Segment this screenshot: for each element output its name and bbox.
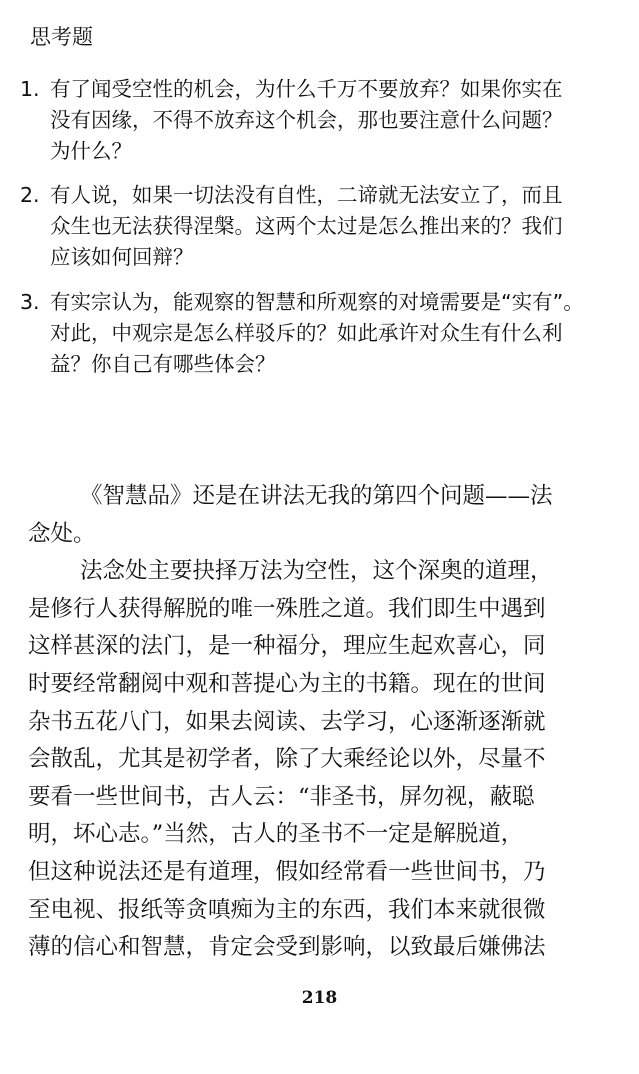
- question-item-3: [20, 287, 620, 380]
- body-line: 时要经常翻阅中观和菩提心为主的书籍。现在的世间: [28, 670, 546, 697]
- question-line: [20, 74, 620, 105]
- question-number: 3.: [20, 290, 40, 314]
- body-line: 这样甚深的法门，是一种福分，理应生起欢喜心，同: [28, 633, 546, 660]
- body-line: 但这种说法还是有道理，假如经常看一些世间书，乃: [28, 858, 546, 885]
- body-line: 要看一些世间书，古人云：“非圣书，屏勿视，蔽聪: [28, 783, 535, 810]
- question-line: [20, 180, 620, 211]
- body-line: 至电视、报纸等贪嗔痴为主的东西，我们本来就很微: [28, 896, 546, 923]
- question-item-1: [20, 74, 620, 167]
- body-line: 明，坏心志。”当然，古人的圣书不一定是解脱道，: [28, 821, 524, 848]
- body-text: [28, 478, 628, 967]
- page-number: 218: [301, 988, 338, 1008]
- body-line: 杂书五花八门，如果去阅读、去学习，心逐渐逐渐就: [28, 708, 546, 735]
- question-line: 没有因缘，不得不放弃这个机会，那也要注意什么问题？: [50, 108, 563, 132]
- question-line: 应该如何回辩？: [50, 245, 194, 269]
- question-line: 众生也无法获得涅槃。这两个太过是怎么推出来的？我们: [50, 214, 563, 238]
- question-line: [20, 287, 620, 318]
- question-item-2: [20, 180, 620, 273]
- body-line: 是修行人获得解脱的唯一殊胜之道。我们即生中遇到: [28, 595, 546, 622]
- body-line: 念处。: [28, 520, 96, 547]
- question-line: 为什么？: [50, 139, 132, 163]
- body-line: 法念处主要抉择万法为空性，这个深奥的道理，: [80, 558, 553, 585]
- question-line: 益？你自己有哪些体会？: [50, 352, 276, 376]
- question-text: 有实宗认为，能观察的智慧和所观察的对境需要是“实有”。: [50, 290, 584, 314]
- question-line: 对此，中观宗是怎么样驳斥的？如此承许对众生有什么利: [50, 321, 563, 345]
- body-line: 会散乱，尤其是初学者，除了大乘经论以外，尽量不: [28, 746, 546, 773]
- body-line: 《智慧品》还是在讲法无我的第四个问题——法: [80, 483, 553, 509]
- question-text: 有人说，如果一切法没有自性，二谛就无法安立了，而且: [50, 183, 563, 207]
- question-number: 2.: [20, 183, 40, 207]
- section-heading: 思考题: [30, 25, 93, 49]
- question-number: 1.: [20, 77, 40, 101]
- question-text: 有了闻受空性的机会，为什么千万不要放弃？如果你实在: [50, 77, 563, 101]
- body-line: 薄的信心和智慧，肯定会受到影响，以致最后嫌佛法: [28, 934, 546, 961]
